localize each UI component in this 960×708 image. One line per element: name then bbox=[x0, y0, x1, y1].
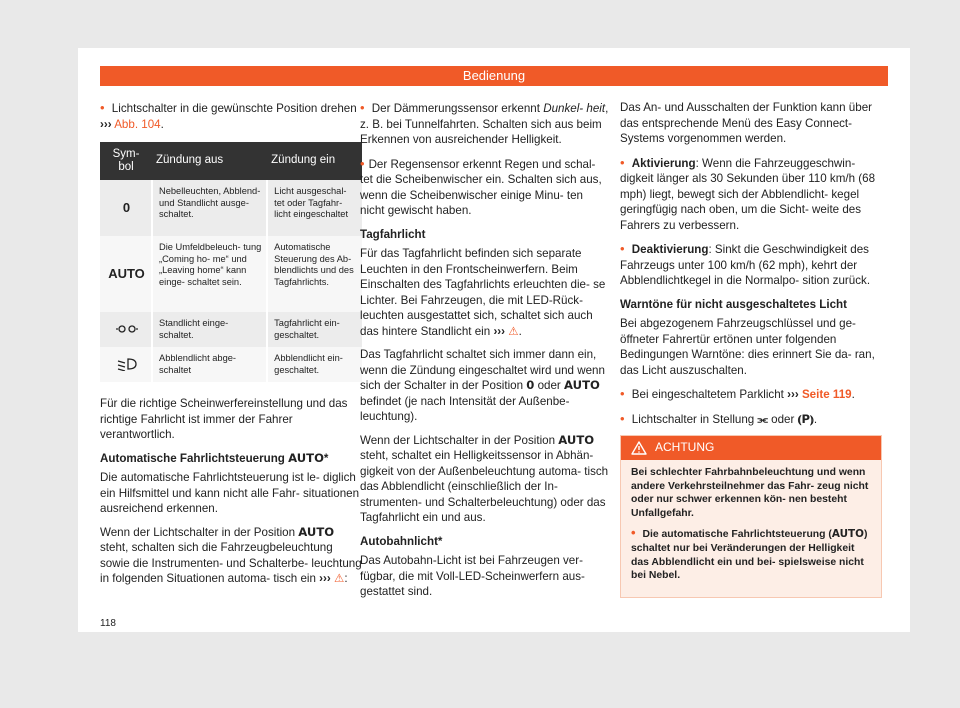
motorway-light-text: Das Autobahn-Licht ist bei Fahrzeugen ver- fügbar, die mit Voll-LED-Scheinwerfern aus- gestattet sind. bbox=[360, 554, 585, 598]
rain-sensor-bullet bbox=[360, 156, 610, 219]
daytime-switch-text bbox=[360, 347, 610, 425]
dusk-sensor-text-a: Der Dämmerungssensor erkennt bbox=[371, 102, 540, 115]
switch-off-icon: 0 bbox=[100, 180, 152, 236]
auto-position-end: : bbox=[344, 572, 348, 585]
manual-page bbox=[78, 48, 910, 632]
table-cell-off: Abblendlicht abge- schaltet bbox=[152, 347, 267, 382]
figure-link[interactable]: Abb. 104 bbox=[114, 117, 161, 131]
intro-bullet bbox=[100, 100, 362, 132]
daytime-light-heading: Tagfahrlicht bbox=[360, 227, 426, 241]
column-right bbox=[620, 100, 882, 598]
table-header-symbol: Sym- bol bbox=[100, 142, 152, 180]
auto-light-text: Die automatische Fahrlichtsteuerung ist le- diglich ein Hilfsmittel und kann nicht alle Fahr- situationen ausreichend erkennen. bbox=[100, 471, 360, 515]
auto-symbol: AUTO bbox=[564, 378, 600, 392]
parking-light-end: . bbox=[851, 388, 855, 401]
warning-triangle-icon: ⚠ bbox=[508, 324, 519, 338]
activation-label: Aktivierung bbox=[631, 156, 696, 170]
warning-header bbox=[621, 436, 881, 460]
activation-text: : Wenn die Fahrzeuggeschwin- digkeit länger als 30 Sekunden über 110 km/h (68 mph) liegt, bewegt sich der Abblendlicht- kegel geringfügig nach oben, um die Sicht- weite des Fahrers zu verbessern. bbox=[620, 156, 876, 232]
table-cell-on: Tagfahrlicht ein- geschaltet. bbox=[267, 312, 362, 347]
daytime-switch-or: oder bbox=[537, 379, 561, 392]
activation-bullet bbox=[620, 155, 882, 234]
table-cell-off: Standlicht einge- schaltet. bbox=[152, 312, 267, 347]
page-link[interactable]: Seite 119 bbox=[801, 388, 852, 401]
warning-triangle-icon: ⚠ bbox=[333, 572, 345, 585]
section-header: Bedienung bbox=[100, 66, 888, 86]
daytime-light-text bbox=[360, 246, 610, 339]
rain-sensor-text: Der Regensensor erkennt Regen und schal- tet die Scheibenwischer ein. Schalten sich aus, wenn die Scheibenwischer einige Minu- ten nicht gewischt haben. bbox=[360, 157, 602, 217]
optional-star: * bbox=[323, 451, 329, 465]
motorway-light-heading: Autobahnlicht* bbox=[360, 534, 443, 548]
column-left bbox=[100, 100, 362, 595]
warning-text: Bei schlechter Fahrbahnbeleuchtung und wenn andere Verkehrsteilnehmer das Fahr- zeug nicht oder nur schwer erkennen kön- nen besteht Unfallgefahr. bbox=[631, 467, 869, 519]
switch-position-end: . bbox=[813, 412, 818, 426]
arrow-icon: ››› bbox=[100, 117, 112, 131]
switch-position-text: Lichtschalter in Stellung bbox=[631, 412, 755, 426]
warning-bullet bbox=[631, 526, 871, 582]
parking-light-bullet bbox=[620, 386, 882, 403]
parking-light-symbol: ⦅P⦆ bbox=[797, 411, 814, 426]
table-header-ignition-off: Zündung aus bbox=[152, 142, 267, 180]
deactivation-label: Deaktivierung bbox=[631, 243, 709, 256]
deactivation-bullet bbox=[620, 241, 882, 289]
table-cell-off: Die Umfeldbeleuch- tung „Coming ho- me“ und „Leaving home“ kann einge- schaltet sein. bbox=[152, 236, 267, 312]
auto-light-heading-text: Automatische Fahrlichtsteuerung bbox=[100, 451, 285, 465]
light-switch-table bbox=[100, 142, 362, 382]
intro-text: Lichtschalter in die gewünschte Position drehen bbox=[111, 102, 357, 115]
warning-box bbox=[620, 435, 882, 598]
switch-position-or: oder bbox=[771, 412, 795, 426]
dusk-sensor-italic: Dunkel- heit bbox=[543, 102, 606, 115]
daytime-switch-text-a: Das Tagfahrlicht schaltet sich immer dann ein, wenn die Zündung eingeschaltet wird und wenn sich der Schalter in der Position bbox=[360, 348, 605, 392]
side-light-icon bbox=[116, 323, 138, 335]
parking-light-text: Bei eingeschaltetem Parklicht bbox=[631, 388, 784, 401]
table-header-ignition-on: Zündung ein bbox=[267, 142, 362, 180]
table-row bbox=[100, 180, 362, 236]
arrow-icon: ››› bbox=[319, 572, 331, 585]
dusk-sensor-bullet bbox=[360, 100, 610, 148]
auto-position-text-b: steht, schalten sich die Fahrzeugbeleuchtung sowie die Instrumenten- und Schalterbe- leuchtung in folgenden Situationen automa- tisch ein bbox=[100, 541, 362, 585]
auto-position-text bbox=[100, 525, 362, 587]
brightness-sensor-text-b: steht, schaltet ein Helligkeitssensor in Abhän- gigkeit von der Außenbeleuchtung automa- tisch das Abblendlicht (einschließlich der In- strumenten- und Schalterbeleuchtung) oder das Tagfahrlicht ein und aus. bbox=[360, 449, 609, 524]
dusk-sensor-text-b: , z. B. bei Tunnelfahrten. Schalten sich aus beim Erkennen von ausreichender Helligkeit. bbox=[360, 102, 609, 146]
switch-off-symbol: 0 bbox=[526, 378, 535, 392]
low-beam-icon bbox=[116, 357, 138, 371]
brightness-sensor-text-a: Wenn der Lichtschalter in der Position bbox=[360, 433, 556, 447]
auto-light-heading bbox=[100, 451, 362, 467]
page-number: 118 bbox=[100, 618, 116, 629]
auto-symbol: AUTO bbox=[831, 528, 864, 541]
intro-end: . bbox=[160, 117, 164, 131]
warning-tones-text: Bei abgezogenem Fahrzeugschlüssel und ge- öffneter Fahrertür ertönen unter folgenden Bedingungen Warntöne: dies erinnert Sie da- ran, das Licht auszuschalten. bbox=[620, 317, 875, 377]
auto-position-text-a: Wenn der Lichtschalter in der Position bbox=[100, 525, 296, 539]
table-row bbox=[100, 347, 362, 382]
table-cell-off: Nebelleuchten, Abblend- und Standlicht ausge- schaltet. bbox=[152, 180, 267, 236]
switch-position-bullet bbox=[620, 411, 882, 428]
side-light-icon bbox=[100, 312, 152, 347]
table-cell-on: Abblendlicht ein- geschaltet. bbox=[267, 347, 362, 382]
warning-triangle-icon bbox=[631, 441, 647, 455]
arrow-icon: ››› bbox=[787, 388, 799, 401]
warning-tones-heading: Warntöne für nicht ausgeschaltetes Licht bbox=[620, 297, 847, 311]
table-cell-on: Automatische Steuerung des Ab- blendlichts und des Tagfahrlichts. bbox=[267, 236, 362, 312]
auto-symbol: AUTO bbox=[298, 524, 335, 539]
low-beam-icon bbox=[100, 347, 152, 382]
easy-connect-text: Das An- und Ausschalten der Funktion kann über das entsprechende Menü des Easy Connect-Systems vorgenommen werden. bbox=[620, 101, 872, 145]
warning-bullet-text-a: Die automatische Fahrlichtsteuerung ( bbox=[642, 529, 832, 541]
daytime-switch-text-b: befindet (je nach Intensität der Außenbe- leuchtung). bbox=[360, 394, 570, 423]
daytime-light-text-a: Für das Tagfahrlicht befinden sich separate Leuchten in den Frontscheinwerfern. Beim Einschalten des Tagfahrlichts erleuchten die- se Lichter. Bei Fahrzeugen, die mit LED-Rück- leuchten ausgestattet sich, schaltet sich auch das hintere Standlicht ein bbox=[360, 247, 606, 338]
auto-symbol: AUTO bbox=[288, 450, 324, 465]
brightness-sensor-text bbox=[360, 433, 610, 526]
auto-light-icon: AUTO bbox=[100, 236, 152, 312]
auto-symbol: AUTO bbox=[558, 432, 595, 447]
daytime-light-end: . bbox=[518, 324, 522, 338]
warning-body bbox=[621, 460, 881, 597]
deactivation-text: : Sinkt die Geschwindigkeit des Fahrzeugs unter 100 km/h (62 mph), kehrt der Abblendlichtkegel in die Normalpo- sition zurück. bbox=[620, 243, 871, 287]
column-middle bbox=[360, 100, 610, 608]
table-row bbox=[100, 236, 362, 312]
arrow-icon: ››› bbox=[493, 324, 506, 338]
table-row bbox=[100, 312, 362, 347]
warning-title: ACHTUNG bbox=[655, 440, 715, 455]
driver-responsibility-text: Für die richtige Scheinwerfereinstellung und das richtige Fahrlicht ist immer der Fahrer verantwortlich. bbox=[100, 397, 348, 441]
table-cell-on: Licht ausgeschal- tet oder Tagfahr- licht eingeschaltet bbox=[267, 180, 362, 236]
warning-bullet-text-b: ) schaltet nur bei Veränderungen der Helligkeit das Abblendlicht ein und bei- spielsweise nicht bei Nebel. bbox=[631, 529, 868, 582]
side-light-symbol: ⫘ bbox=[757, 411, 768, 426]
